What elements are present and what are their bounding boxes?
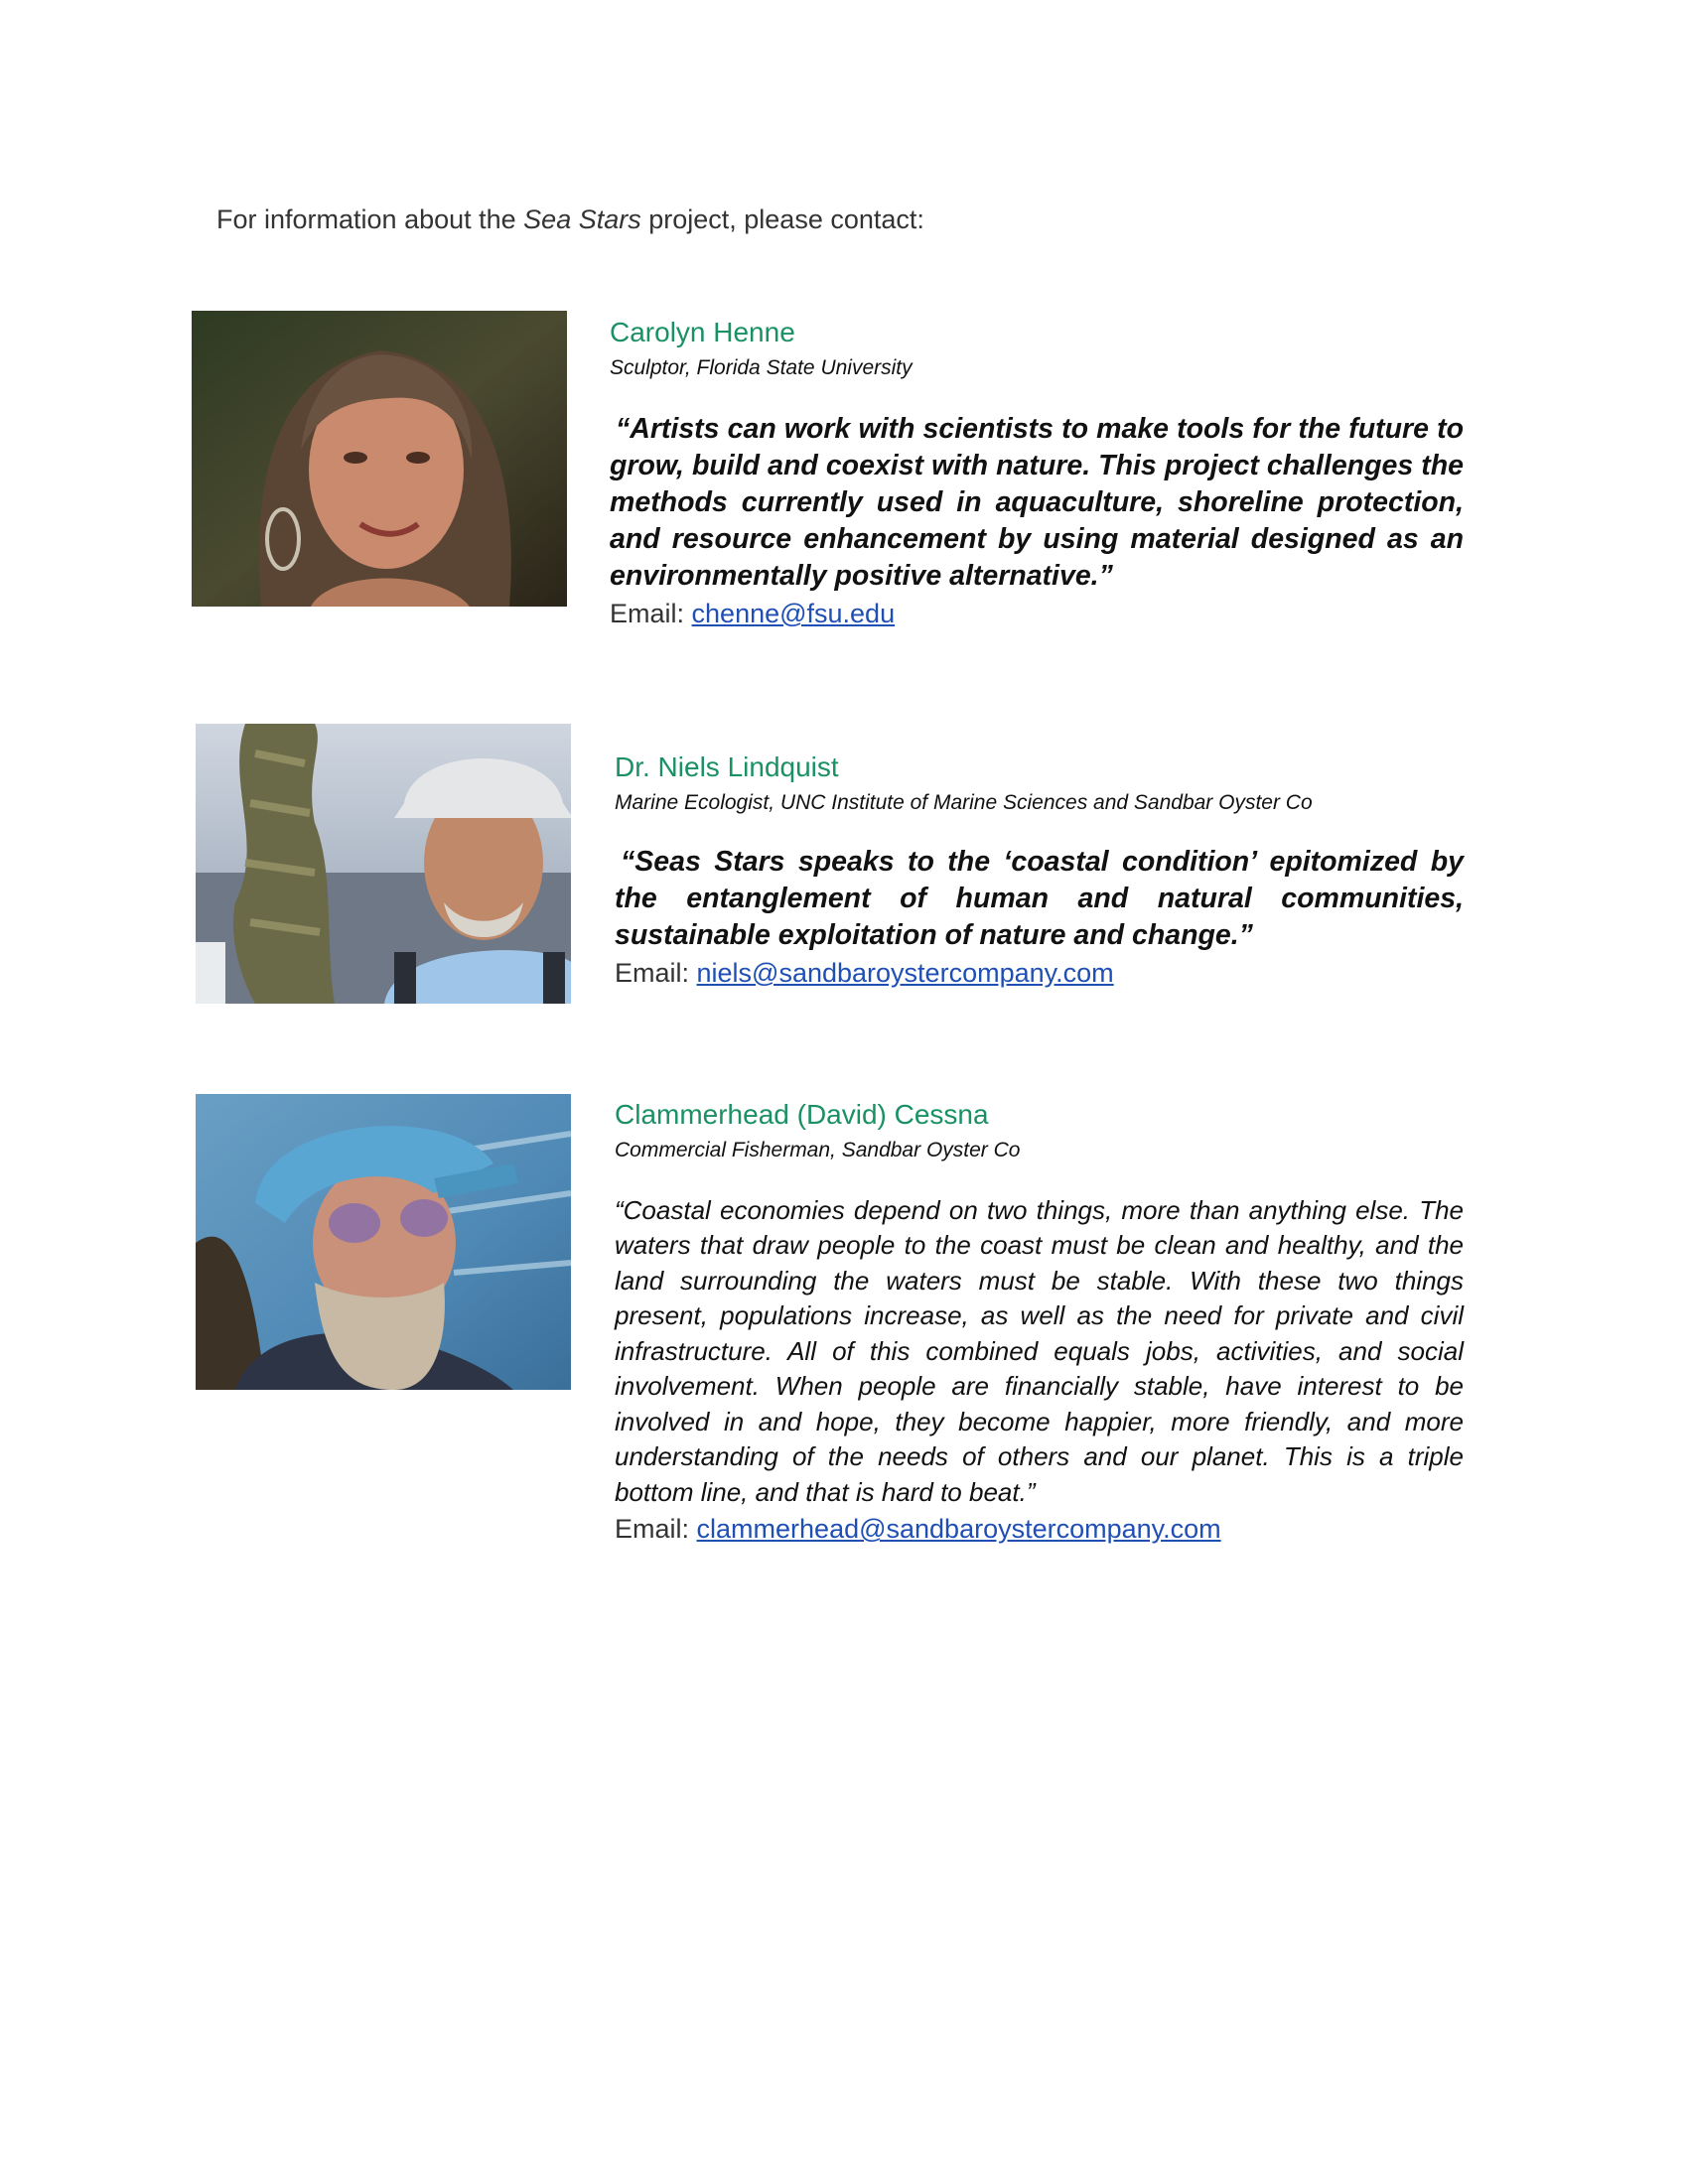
email-link[interactable]: chenne@fsu.edu: [691, 598, 896, 628]
email-link[interactable]: clammerhead@sandbaroystercompany.com: [696, 1514, 1221, 1545]
contact-quote: “Seas Stars speaks to the ‘coastal condition’ epitomized by the entanglement of human and natural communities, sustainable exploitation of nature and change.”: [615, 845, 1464, 951]
email-label: Email:: [615, 957, 697, 988]
david-cessna-photo: [196, 1094, 571, 1390]
niels-lindquist-photo: [196, 724, 571, 1004]
contact-email-line: [615, 958, 1464, 989]
project-name: Sea Stars: [523, 205, 641, 234]
carolyn-henne-photo: [192, 311, 567, 607]
email-link[interactable]: niels@sandbaroystercompany.com: [696, 957, 1114, 988]
contact-role: Sculptor, Florida State University: [610, 355, 913, 379]
intro-text: [216, 205, 924, 235]
contact-name: Dr. Niels Lindquist: [615, 751, 839, 782]
email-label: Email:: [610, 598, 692, 628]
contact-name: Clammerhead (David) Cessna: [615, 1099, 989, 1130]
contact-role: Commercial Fisherman, Sandbar Oyster Co: [615, 1138, 1021, 1161]
contact-email-line: [615, 1514, 1464, 1545]
contact-niels-lindquist: [615, 751, 1464, 989]
contact-email-line: [610, 599, 1464, 629]
contact-david-cessna: [615, 1098, 1464, 1545]
contact-carolyn-henne: [610, 316, 1464, 629]
contact-role: Marine Ecologist, UNC Institute of Marine Sciences and Sandbar Oyster Co: [615, 790, 1313, 814]
intro-after: project, please contact:: [640, 205, 924, 234]
contact-name: Carolyn Henne: [610, 317, 795, 347]
intro-before: For information about the: [216, 205, 524, 234]
contact-quote: “Coastal economies depend on two things, more than anything else. The waters that draw people to the coast must be clean and healthy, and the land surrounding the waters must be stable. With these two things present, populations increase, as well as the need for private and civil infrastructure. All of this combined equals jobs, activities, and social involvement. When people are financially stable, have interest to be involved in and hope, they become happier, more friendly, and more understanding of the needs of others and our planet. This is a triple bottom line, and that is hard to beat.”: [615, 1194, 1464, 1507]
contact-quote: “Artists can work with scientists to make tools for the future to grow, build and coexist with nature. This project challenges the methods currently used in aquaculture, shoreline protection, and resource enhancement by using material designed as an environmentally positive alternative.”: [610, 412, 1464, 592]
email-label: Email:: [615, 1514, 697, 1545]
